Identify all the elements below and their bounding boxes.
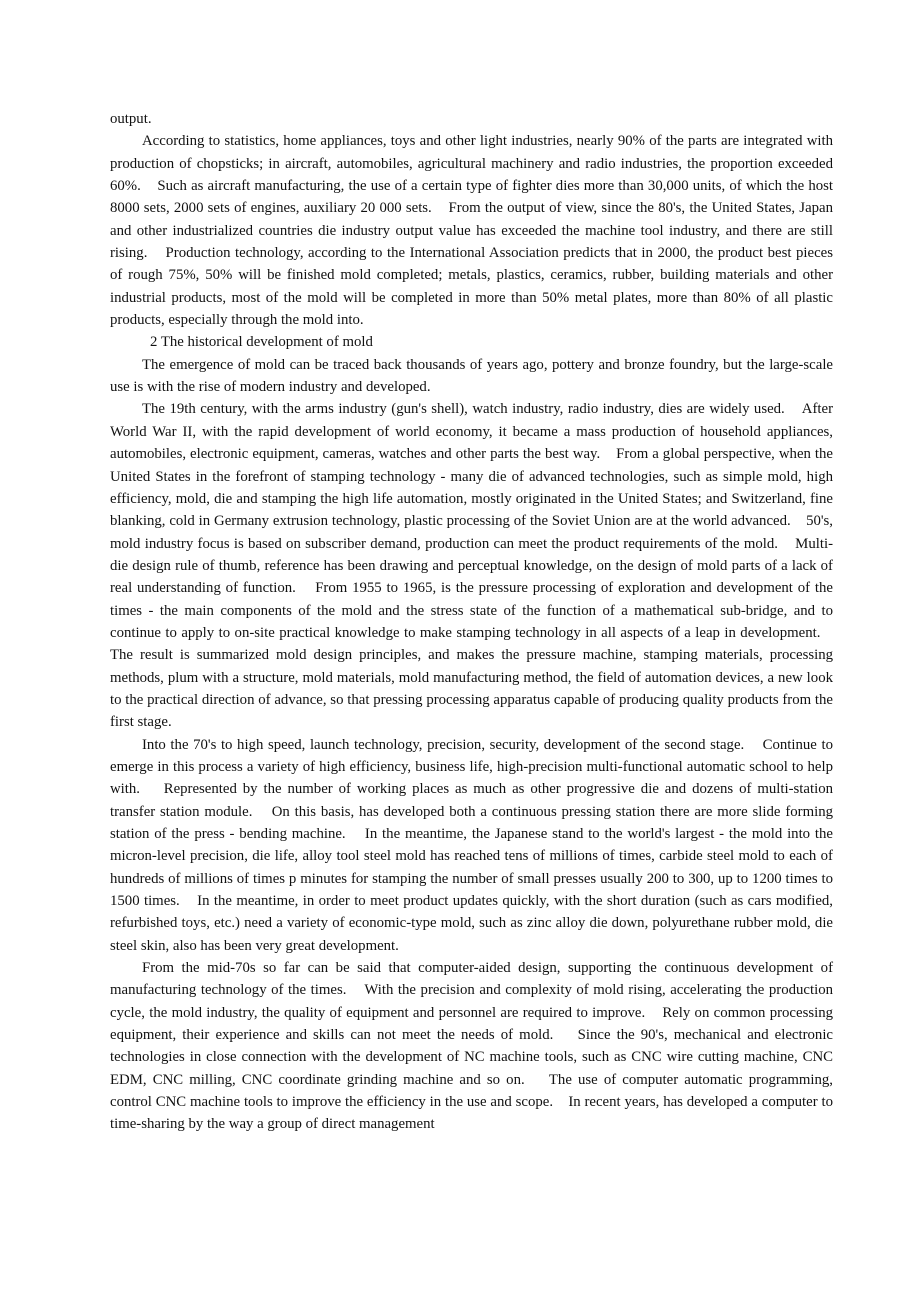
paragraph-19th-century: The 19th century, with the arms industry (gun's shell), watch industry, radio industry, dies are widely used. After World War II, with the rapid development of world economy, it became a mass production of household appliances, automobiles, electronic equipment, cameras, watches and other parts the best way. From a global perspective, when the United States in the forefront of stamping technology - many die of advanced technologies, such as simple mold, high efficiency, mold, die and stamping the high life automation, mostly originated in the United States; and Switzerland, fine blanking, cold in Germany extrusion technology, plastic processing of the Soviet Union are at the world advanced. 50's, mold industry focus is based on subscriber demand, production can meet the product requirements of the mold. Multi-die design rule of thumb, reference has been drawing and perceptual knowledge, on the design of mold parts of a lack of real understanding of function. From 1955 to 1965, is the pressure processing of exploration and development of the times - the main components of the mold and the stress state of the function of a mathematical sub-bridge, and to continue to apply to on-site practical knowledge to make stamping technology in all aspects of a leap in development. The result is summarized mold design principles, and makes the pressure machine, stamping materials, processing methods, plum with a structure, mold materials, mold manufacturing method, the field of automation devices, a new look to the practical direction of advance, so that pressing processing apparatus capable of producing quality products from the first stage.	[110, 401, 833, 731]
paragraph-emergence: The emergence of mold can be traced back thousands of years ago, pottery and bronze foundry, but the large-scale use is with the rise of modern industry and developed.	[110, 356, 833, 396]
paragraph-70s: Into the 70's to high speed, launch technology, precision, security, development of the second stage. Continue to emerge in this process a variety of high efficiency, business life, high-precision multi-functional automatic school to help with. Represented by the number of working places as much as other progressive die and dozens of multi-station transfer station module. On this basis, has developed both a continuous pressing station there are more slide forming station of the press - bending machine. In the meantime, the Japanese stand to the world's largest - the mold into the micron-level precision, die life, alloy tool steel mold has reached tens of millions of times, carbide steel mold to each of hundreds of millions of times p minutes for stamping the number of small presses usually 200 to 300, up to 1200 times to 1500 times. In the meantime, in order to meet product updates quickly, with the short duration (such as cars modified, refurbished toys, etc.) need a variety of economic-type mold, such as zinc alloy die down, polyurethane rubber mold, die steel skin, also has been very great development.	[110, 736, 833, 954]
paragraph-continuation: output.	[110, 111, 152, 127]
paragraph-statistics: According to statistics, home appliances, toys and other light industries, nearly 90% of the parts are integrated with production of chopsticks; in aircraft, automobiles, agricultural machinery and radio industries, the proportion exceeded 60%. Such as aircraft manufacturing, the use of a certain type of fighter dies more than 30,000 units, of which the host 8000 sets, 2000 sets of engines, auxiliary 20 000 sets. From the output of view, since the 80's, the United States, Japan and other industrialized countries die industry output value has exceeded the machine tool industry, and there are still rising. Production technology, according to the International Association predicts that in 2000, the product best pieces of rough 75%, 50% will be finished mold completed; metals, plastics, ceramics, rubber, building materials and other industrial products, most of the mold will be completed in more than 50% metal plates, more than 80% of all plastic products, especially through the mold into.	[110, 133, 833, 329]
paragraph-mid-70s: From the mid-70s so far can be said that computer-aided design, supporting the continuous development of manufacturing technology of the times. With the precision and complexity of mold rising, accelerating the production cycle, the mold industry, the quality of equipment and personnel are required to improve. Rely on common processing equipment, their experience and skills can not meet the needs of mold. Since the 90's, mechanical and electronic technologies in close connection with the development of NC machine tools, such as CNC wire cutting machine, CNC EDM, CNC milling, CNC coordinate grinding machine and so on. The use of computer automatic programming, control CNC machine tools to improve the efficiency in the use and scope. In recent years, has developed a computer to time-sharing by the way a group of direct management	[110, 960, 833, 1133]
section-heading-history: 2 The historical development of mold	[150, 334, 373, 351]
document-page	[110, 108, 833, 1136]
